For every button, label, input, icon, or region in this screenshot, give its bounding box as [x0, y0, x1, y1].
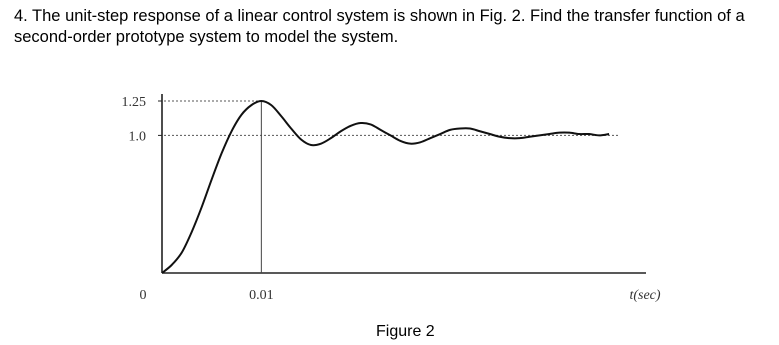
plot-area	[122, 94, 661, 303]
x-tick-label-0.01: 0.01	[249, 288, 274, 303]
figure-caption: Figure 2	[376, 323, 435, 340]
problem-line-2: second-order prototype system to model the system.	[14, 28, 399, 46]
step-response-curve	[162, 101, 609, 273]
y-tick-label-1.25: 1.25	[121, 95, 146, 110]
problem-line-1: 4. The unit-step response of a linear control system is shown in Fig. 2. Find the transfer function of a	[14, 7, 745, 25]
origin-label: 0	[139, 288, 147, 303]
y-tick-label-1.0: 1.0	[128, 129, 146, 145]
x-axis-label: t(sec)	[629, 288, 661, 303]
